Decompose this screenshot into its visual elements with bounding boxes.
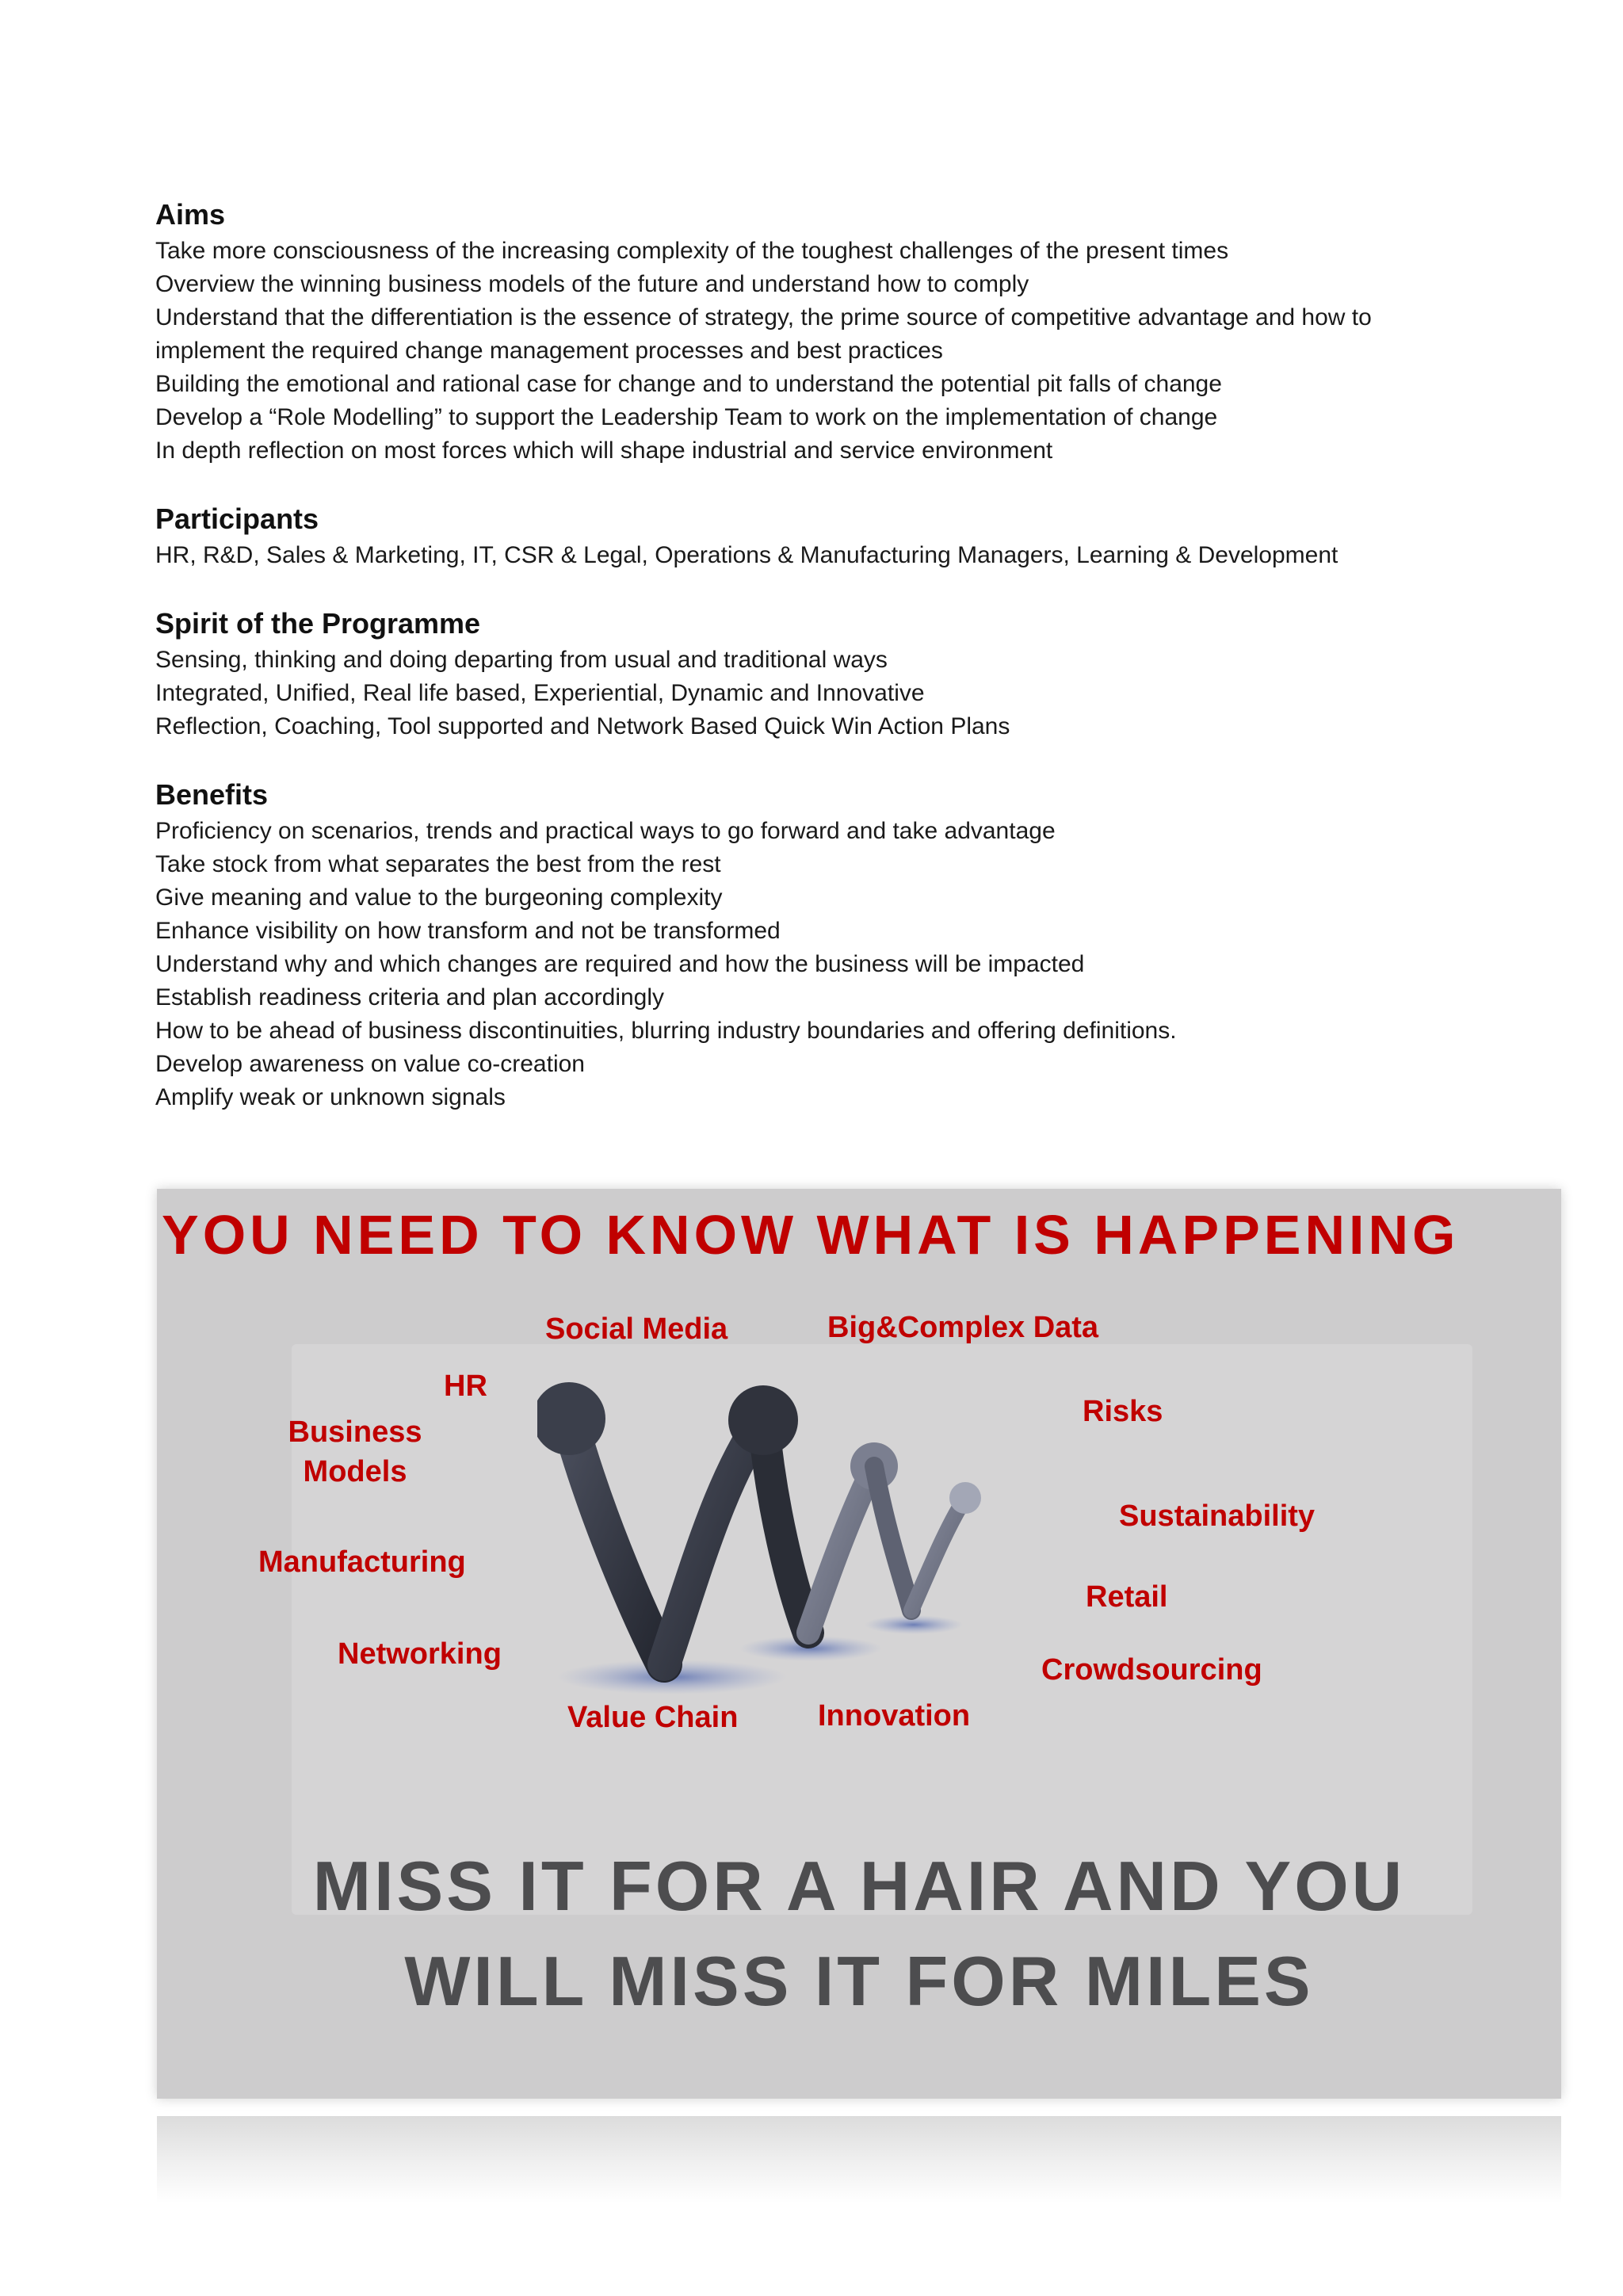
aims-line: implement the required change management processes and best practices [155, 338, 943, 364]
spirit-heading: Spirit of the Programme [155, 607, 481, 640]
benefits-section [155, 775, 1503, 1114]
benefits-line: Take stock from what separates the best from the rest [155, 851, 721, 877]
aims-line: Develop a “Role Modelling” to support the Leadership Team to work on the implementation of change [155, 404, 1218, 430]
topic-risks: Risks [1083, 1395, 1163, 1428]
topic-retail: Retail [1086, 1580, 1168, 1614]
tagline [157, 1839, 1561, 2029]
topic-networking: Networking [338, 1637, 502, 1671]
spirit-section [155, 604, 1503, 743]
aims-line: In depth reflection on most forces which will shape industrial and service environment [155, 437, 1053, 464]
topic-manufacturing: Manufacturing [258, 1545, 466, 1579]
topic-value-chain: Value Chain [567, 1701, 739, 1734]
spirit-line: Integrated, Unified, Real life based, Experiential, Dynamic and Innovative [155, 680, 925, 706]
spirit-line: Reflection, Coaching, Tool supported and Network Based Quick Win Action Plans [155, 713, 1010, 739]
aims-line: Understand that the differentiation is the essence of strategy, the prime source of competitive advantage and how to [155, 304, 1372, 330]
benefits-line: How to be ahead of business discontinuities, blurring industry boundaries and offering definitions. [155, 1018, 1177, 1044]
topic-sustainability: Sustainability [1119, 1499, 1316, 1533]
banner-title: YOU NEED TO KNOW WHAT IS HAPPENING [162, 1204, 1460, 1266]
banner-reflection [157, 2116, 1561, 2203]
topic-social-media: Social Media [545, 1312, 728, 1346]
tagline-line1: MISS IT FOR A HAIR AND YOU [312, 1847, 1406, 1925]
benefits-line: Develop awareness on value co-creation [155, 1051, 585, 1077]
participants-section [155, 499, 1503, 572]
aims-line: Overview the winning business models of the future and understand how to comply [155, 271, 1029, 297]
w-wave-logo-icon [537, 1363, 1029, 1712]
topic-hr: HR [444, 1370, 487, 1403]
benefits-line: Give meaning and value to the burgeoning complexity [155, 884, 723, 911]
benefits-line: Proficiency on scenarios, trends and practical ways to go forward and take advantage [155, 818, 1056, 844]
topic-big-data: Big&Complex Data [827, 1311, 1099, 1344]
awareness-banner [157, 1189, 1561, 2099]
participants-line: HR, R&D, Sales & Marketing, IT, CSR & Legal, Operations & Manufacturing Managers, Learning & Development [155, 542, 1338, 568]
benefits-line: Establish readiness criteria and plan accordingly [155, 984, 665, 1010]
participants-heading: Participants [155, 502, 319, 535]
benefits-line: Enhance visibility on how transform and not be transformed [155, 918, 781, 944]
aims-section [155, 195, 1503, 468]
tagline-line2: WILL MISS IT FOR MILES [404, 1942, 1314, 2020]
benefits-line: Understand why and which changes are required and how the business will be impacted [155, 951, 1085, 977]
aims-line: Take more consciousness of the increasing complexity of the toughest challenges of the present times [155, 238, 1229, 264]
topic-business-models-line1: Business [288, 1415, 422, 1449]
spirit-line: Sensing, thinking and doing departing from usual and traditional ways [155, 647, 888, 673]
aims-line: Building the emotional and rational case for change and to understand the potential pit falls of change [155, 371, 1222, 397]
topic-innovation: Innovation [818, 1699, 971, 1733]
benefits-heading: Benefits [155, 778, 269, 811]
aims-heading: Aims [155, 198, 226, 231]
topic-crowdsourcing: Crowdsourcing [1041, 1653, 1262, 1687]
topic-business-models-line2: Models [303, 1455, 407, 1488]
document-body [155, 195, 1503, 1146]
benefits-line: Amplify weak or unknown signals [155, 1084, 506, 1110]
